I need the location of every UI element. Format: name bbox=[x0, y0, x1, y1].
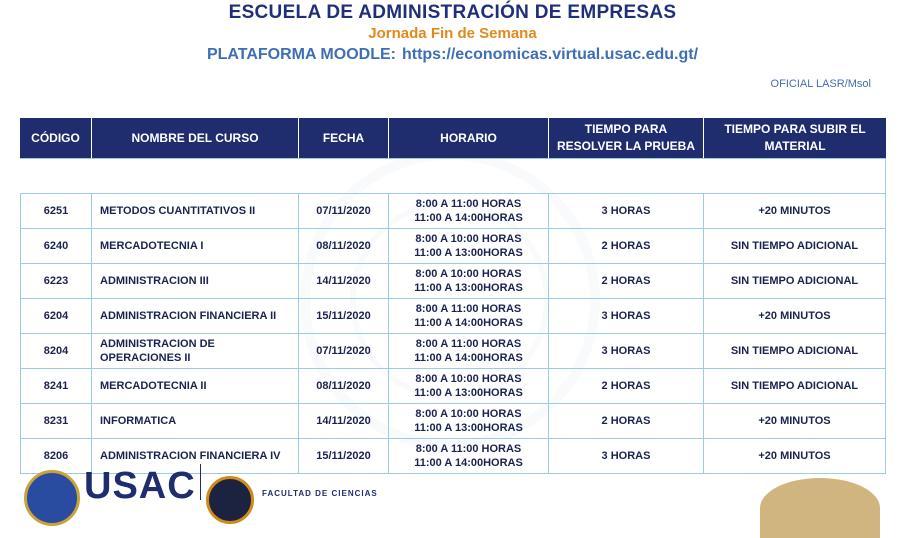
cell-code bbox=[20, 228, 92, 263]
cell-schedule-line: 8:00 A 10:00 HORAS bbox=[415, 408, 522, 420]
cell-course bbox=[92, 333, 299, 368]
cell-date bbox=[299, 298, 389, 333]
cell-upload-time bbox=[704, 228, 886, 263]
cell-date-line: 08/11/2020 bbox=[316, 380, 371, 392]
cell-code-line: 8204 bbox=[43, 345, 69, 357]
column-header-curso: NOMBRE DEL CURSO bbox=[92, 118, 299, 158]
cell-date-line: 07/11/2020 bbox=[316, 205, 371, 217]
column-header-tiempo-material: TIEMPO PARA SUBIR EL MATERIAL bbox=[704, 118, 886, 158]
cell-schedule-line: 8:00 A 10:00 HORAS bbox=[415, 268, 522, 280]
cell-code-line: 6204 bbox=[43, 310, 69, 322]
cell-test-time-line: 3 HORAS bbox=[601, 310, 651, 322]
cell-test-time bbox=[549, 193, 704, 228]
cell-code bbox=[20, 263, 92, 298]
cell-date bbox=[299, 263, 389, 298]
cell-date bbox=[299, 228, 389, 263]
faculty-seal-icon bbox=[206, 476, 254, 524]
cell-date bbox=[299, 333, 389, 368]
column-header-horario: HORARIO bbox=[389, 118, 549, 158]
cell-schedule bbox=[389, 263, 549, 298]
page-title: ESCUELA DE ADMINISTRACIÓN DE EMPRESAS bbox=[228, 2, 677, 23]
platform-label: PLATAFORMA MOODLE: bbox=[206, 46, 396, 63]
cell-date bbox=[299, 403, 389, 438]
cell-schedule-line: 11:00 A 13:00HORAS bbox=[414, 422, 523, 434]
cell-schedule-line: 8:00 A 10:00 HORAS bbox=[415, 233, 522, 245]
usac-logo-text: USAC bbox=[84, 465, 196, 507]
table-row bbox=[20, 333, 886, 368]
table-row bbox=[20, 263, 886, 298]
cell-schedule bbox=[389, 403, 549, 438]
table-row bbox=[20, 228, 886, 263]
cell-test-time bbox=[549, 333, 704, 368]
table-row bbox=[20, 193, 886, 228]
cell-date-line: 08/11/2020 bbox=[316, 240, 371, 252]
oficial-note: OFICIAL LASR/Msol bbox=[770, 78, 871, 90]
cell-upload-time bbox=[704, 368, 886, 403]
cell-upload-time-line: SIN TIEMPO ADICIONAL bbox=[730, 275, 859, 287]
platform-url[interactable]: https://economicas.virtual.usac.edu.gt/ bbox=[401, 46, 699, 63]
table-row bbox=[20, 368, 886, 403]
cell-schedule-line: 11:00 A 13:00HORAS bbox=[414, 387, 523, 399]
cell-schedule-line: 11:00 A 14:00HORAS bbox=[414, 457, 523, 469]
cell-code bbox=[20, 193, 92, 228]
cell-code-line: 6240 bbox=[43, 240, 69, 252]
cell-course bbox=[92, 263, 299, 298]
cell-upload-time-line: SIN TIEMPO ADICIONAL bbox=[730, 345, 859, 357]
cell-code-line: 8231 bbox=[43, 415, 69, 427]
cell-schedule-line: 8:00 A 10:00 HORAS bbox=[415, 373, 522, 385]
cell-test-time-line: 3 HORAS bbox=[601, 450, 651, 462]
cell-schedule-line: 8:00 A 11:00 HORAS bbox=[415, 338, 522, 350]
cell-upload-time-line: +20 MINUTOS bbox=[758, 450, 831, 462]
cell-date-line: 15/11/2020 bbox=[316, 450, 371, 462]
page-subtitle: Jornada Fin de Semana bbox=[368, 25, 537, 42]
cell-upload-time bbox=[704, 263, 886, 298]
cell-course-line: ADMINISTRACION FINANCIERA II bbox=[100, 310, 277, 322]
table-header-row bbox=[20, 118, 886, 158]
logo-divider bbox=[200, 464, 201, 500]
cell-code-line: 8206 bbox=[43, 450, 69, 462]
cell-upload-time-line: +20 MINUTOS bbox=[758, 205, 831, 217]
table-row bbox=[20, 298, 886, 333]
cell-schedule-line: 11:00 A 14:00HORAS bbox=[414, 212, 523, 224]
faculty-text: FACULTAD DE CIENCIAS bbox=[262, 489, 378, 498]
cell-date-line: 15/11/2020 bbox=[316, 310, 371, 322]
cell-upload-time bbox=[704, 333, 886, 368]
cell-schedule-line: 8:00 A 11:00 HORAS bbox=[415, 303, 522, 315]
cell-upload-time bbox=[704, 298, 886, 333]
cell-test-time-line: 3 HORAS bbox=[601, 205, 651, 217]
table-row bbox=[20, 403, 886, 438]
column-header-codigo: CÓDIGO bbox=[20, 118, 92, 158]
cell-course-line: MERCADOTECNIA I bbox=[100, 240, 204, 252]
cell-schedule-line: 11:00 A 13:00HORAS bbox=[414, 282, 523, 294]
cell-test-time bbox=[549, 403, 704, 438]
cell-course bbox=[92, 403, 299, 438]
cell-upload-time-line: +20 MINUTOS bbox=[758, 415, 831, 427]
cell-test-time bbox=[549, 263, 704, 298]
cell-schedule-line: 11:00 A 14:00HORAS bbox=[414, 352, 523, 364]
cell-course-line: ADMINISTRACION DE OPERACIONES II bbox=[100, 338, 215, 364]
cell-test-time bbox=[549, 228, 704, 263]
cell-test-time bbox=[549, 368, 704, 403]
cell-test-time-line: 3 HORAS bbox=[601, 345, 651, 357]
cell-schedule bbox=[389, 228, 549, 263]
cell-code-line: 6251 bbox=[43, 205, 69, 217]
cell-test-time-line: 2 HORAS bbox=[601, 415, 651, 427]
cell-code bbox=[20, 368, 92, 403]
cell-test-time-line: 2 HORAS bbox=[601, 240, 651, 252]
cell-course bbox=[92, 298, 299, 333]
cell-course bbox=[92, 368, 299, 403]
cell-upload-time-line: SIN TIEMPO ADICIONAL bbox=[730, 380, 859, 392]
cell-schedule-line: 11:00 A 14:00HORAS bbox=[414, 317, 523, 329]
cell-schedule bbox=[389, 298, 549, 333]
cell-course-line: MERCADOTECNIA II bbox=[100, 380, 207, 392]
cell-date-line: 14/11/2020 bbox=[316, 415, 371, 427]
cell-test-time-line: 2 HORAS bbox=[601, 275, 651, 287]
platform-line bbox=[0, 46, 905, 64]
cell-upload-time-line: SIN TIEMPO ADICIONAL bbox=[730, 240, 859, 252]
cell-course bbox=[92, 228, 299, 263]
usac-seal-icon bbox=[24, 470, 80, 526]
cell-upload-time bbox=[704, 403, 886, 438]
anniversary-badge-icon bbox=[760, 478, 880, 538]
cell-upload-time bbox=[704, 193, 886, 228]
cell-date-line: 07/11/2020 bbox=[316, 345, 371, 357]
column-header-tiempo-prueba: TIEMPO PARA RESOLVER LA PRUEBA bbox=[549, 118, 704, 158]
cell-course-line: ADMINISTRACION FINANCIERA IV bbox=[100, 450, 281, 462]
cell-schedule-line: 8:00 A 11:00 HORAS bbox=[415, 198, 522, 210]
cell-code bbox=[20, 403, 92, 438]
cell-course-line: METODOS CUANTITATIVOS II bbox=[100, 205, 256, 217]
cell-code-line: 8241 bbox=[43, 380, 69, 392]
column-header-fecha: FECHA bbox=[299, 118, 389, 158]
cell-code bbox=[20, 333, 92, 368]
cell-date bbox=[299, 368, 389, 403]
cell-test-time bbox=[549, 298, 704, 333]
cell-schedule bbox=[389, 368, 549, 403]
cell-upload-time-line: +20 MINUTOS bbox=[758, 310, 831, 322]
exam-schedule-table bbox=[20, 118, 886, 474]
cell-course bbox=[92, 193, 299, 228]
cell-code-line: 6223 bbox=[43, 275, 69, 287]
cell-test-time-line: 2 HORAS bbox=[601, 380, 651, 392]
cell-course-line: INFORMATICA bbox=[100, 415, 177, 427]
cell-code bbox=[20, 298, 92, 333]
cell-schedule bbox=[389, 193, 549, 228]
cell-date-line: 14/11/2020 bbox=[316, 275, 371, 287]
cell-schedule bbox=[389, 333, 549, 368]
cell-schedule-line: 8:00 A 11:00 HORAS bbox=[415, 443, 522, 455]
cell-schedule-line: 11:00 A 13:00HORAS bbox=[414, 247, 523, 259]
cell-date bbox=[299, 193, 389, 228]
footer-logos bbox=[0, 460, 905, 507]
cell-course-line: ADMINISTRACION III bbox=[100, 275, 209, 287]
